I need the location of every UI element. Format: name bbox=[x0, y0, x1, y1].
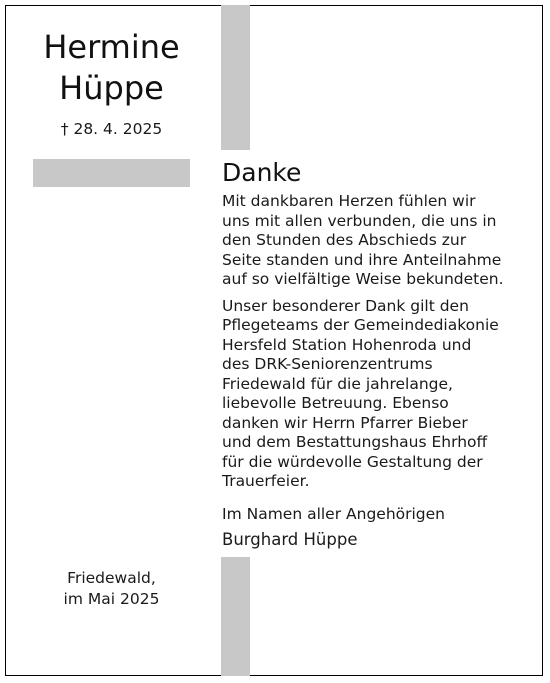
paragraph-line: Friedewald für die jahrelange, bbox=[222, 374, 453, 393]
cross-bar-vertical-top bbox=[221, 5, 250, 150]
notice-content bbox=[222, 157, 522, 551]
place-line: Friedewald, bbox=[67, 569, 156, 587]
paragraph-line: Pflegeteams der Gemeindediakonie bbox=[222, 316, 499, 334]
paragraph-line: Seite standen und ihre Anteilnahme bbox=[222, 250, 502, 269]
paragraph-line: des DRK-Seniorenzentrums bbox=[222, 355, 433, 373]
paragraph-line: liebevolle Betreuung. Ebenso bbox=[222, 394, 449, 412]
paragraph-line: danken wir Herrn Pfarrer Bieber bbox=[222, 413, 468, 432]
cross-bar-horizontal bbox=[33, 159, 190, 187]
notice-heading: Danke bbox=[222, 158, 302, 187]
paragraph-line: für die würdevolle Gestaltung der bbox=[222, 452, 483, 471]
cross-bar-vertical-bottom bbox=[221, 557, 250, 676]
place-and-date bbox=[14, 568, 209, 610]
paragraph-line: uns mit allen verbunden, die uns in bbox=[222, 211, 497, 230]
thanks-paragraph-2 bbox=[222, 297, 522, 492]
signoff-text: Im Namen aller Angehörigen bbox=[222, 504, 446, 523]
date-line: im Mai 2025 bbox=[63, 590, 160, 608]
deceased-last-name: Hüppe bbox=[59, 69, 164, 107]
thanks-paragraph-1 bbox=[222, 192, 522, 290]
deceased-first-name: Hermine bbox=[43, 28, 180, 66]
paragraph-line: Trauerfeier. bbox=[222, 472, 310, 490]
paragraph-line: Unser besonderer Dank gilt den bbox=[222, 296, 469, 315]
paragraph-line: Hersfeld Station Hohenroda und bbox=[222, 335, 472, 354]
paragraph-line: Mit dankbaren Herzen fühlen wir bbox=[222, 192, 476, 210]
death-date: † 28. 4. 2025 bbox=[60, 120, 163, 138]
paragraph-line: auf so vielfältige Weise bekundeten. bbox=[222, 270, 504, 288]
paragraph-line: den Stunden des Abschieds zur bbox=[222, 231, 467, 249]
paragraph-line: und dem Bestattungshaus Ehrhoff bbox=[222, 433, 488, 451]
signer-name: Burghard Hüppe bbox=[222, 529, 358, 549]
